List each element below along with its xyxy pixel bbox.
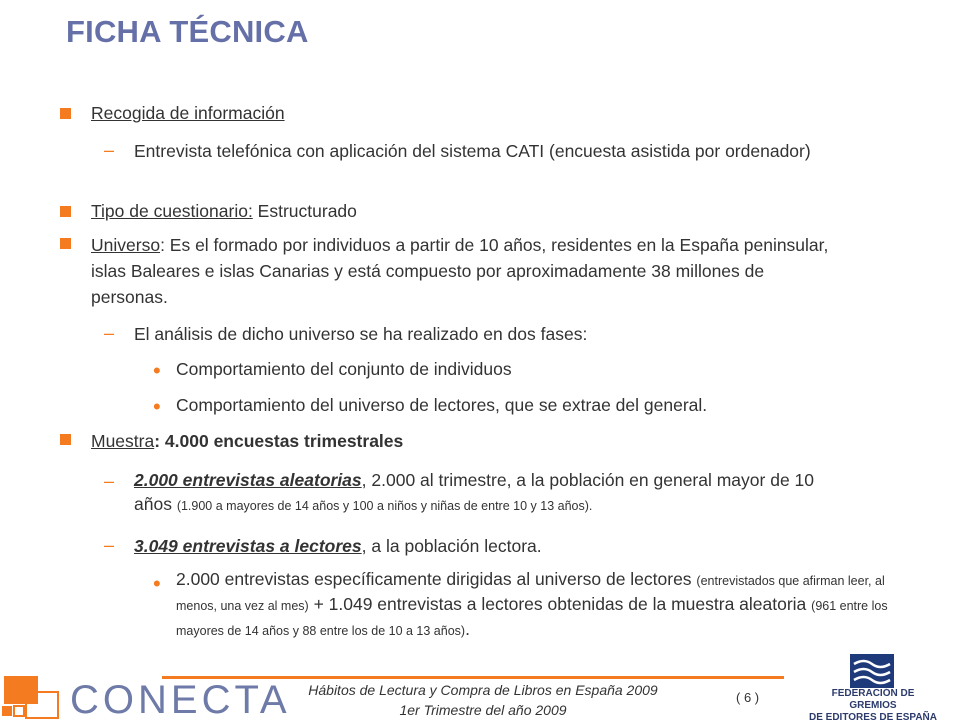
fge-name (808, 688, 938, 724)
muestra-item-2-text: , a la población lectora. (361, 536, 542, 556)
cuestionario-heading: Tipo de cuestionario: (91, 201, 253, 221)
muestra-sub-small-2: (961 entre los mayores de 14 años y 88 entre los de 10 a 13 años) (176, 599, 888, 638)
dash-bullet-icon: – (104, 535, 115, 555)
muestra-item-2 (134, 533, 854, 559)
recogida-item: Entrevista telefónica con aplicación del sistema CATI (encuesta asistida por ordenador) (134, 141, 811, 161)
muestra-item-2-bold: 3.049 entrevistas a lectores (134, 536, 362, 556)
orange-square-bullet-icon (60, 206, 71, 217)
universo-fase-2: Comportamiento del universo de lectores, que se extrae del general. (176, 395, 708, 415)
conecta-brand: CONECTA (70, 678, 291, 722)
muestra-value: : 4.000 encuestas trimestrales (154, 431, 404, 451)
conecta-logo-icon (0, 672, 70, 720)
dash-bullet-icon: – (104, 140, 115, 160)
recogida-heading: Recogida de información (91, 103, 285, 123)
footer-line-1: Hábitos de Lectura y Compra de Libros en España 2009 (308, 682, 658, 698)
muestra-sub-a: 2.000 entrevistas específicamente dirigidas al universo de lectores (176, 569, 697, 589)
dash-bullet-icon: – (104, 471, 115, 491)
muestra-sub-b: + 1.049 entrevistas a lectores obtenidas de la muestra aleatoria (308, 594, 812, 614)
dash-bullet-icon: – (104, 323, 115, 343)
muestra-item-1-bold: 2.000 entrevistas aleatorias (134, 470, 362, 490)
page-title: FICHA TÉCNICA (66, 14, 309, 49)
muestra-item-1-small: (1.900 a mayores de 14 años y 100 a niños y niñas de entre 10 y 13 años). (176, 499, 593, 513)
dot-bullet-icon: • (153, 571, 161, 596)
muestra-item-1 (134, 468, 854, 518)
universo-text: : Es el formado por individuos a partir de 10 años, residentes en la España peninsular, islas Baleares e islas Canarias y está compuesto por aproximadamente 38 millones de personas. (91, 235, 829, 307)
footer-line-2: 1er Trimestre del año 2009 (399, 702, 567, 718)
orange-square-bullet-icon (60, 108, 71, 119)
universo-heading: Universo (91, 235, 161, 255)
muestra-sub (176, 568, 896, 643)
universo-fases-intro: El análisis de dicho universo se ha realizado en dos fases: (134, 324, 588, 344)
dot-bullet-icon: • (153, 358, 161, 383)
muestra-heading: Muestra (91, 431, 155, 451)
orange-square-bullet-icon (60, 238, 71, 249)
muestra-item-1-text: , 2.000 al trimestre, a la población en general mayor de 10 años (134, 470, 815, 514)
fge-line-2: DE EDITORES DE ESPAÑA (809, 712, 937, 723)
cuestionario-value: Estructurado (252, 201, 357, 221)
muestra-sub-end: . (465, 619, 470, 639)
fge-line-1: FEDERACIÓN DE GREMIOS (831, 688, 915, 711)
footer-caption (268, 680, 698, 720)
page-number: ( 6 ) (736, 690, 760, 705)
section-muestra (91, 428, 911, 454)
dot-bullet-icon: • (153, 394, 161, 419)
section-universo (91, 232, 831, 310)
orange-square-bullet-icon (60, 434, 71, 445)
section-cuestionario (91, 198, 911, 224)
muestra-sub-small-1: (entrevistados que afirman leer, al menos, una vez al mes) (176, 574, 885, 613)
section-recogida (91, 100, 911, 126)
fge-logo-icon (850, 654, 894, 688)
universo-fase-1: Comportamiento del conjunto de individuos (176, 359, 512, 379)
